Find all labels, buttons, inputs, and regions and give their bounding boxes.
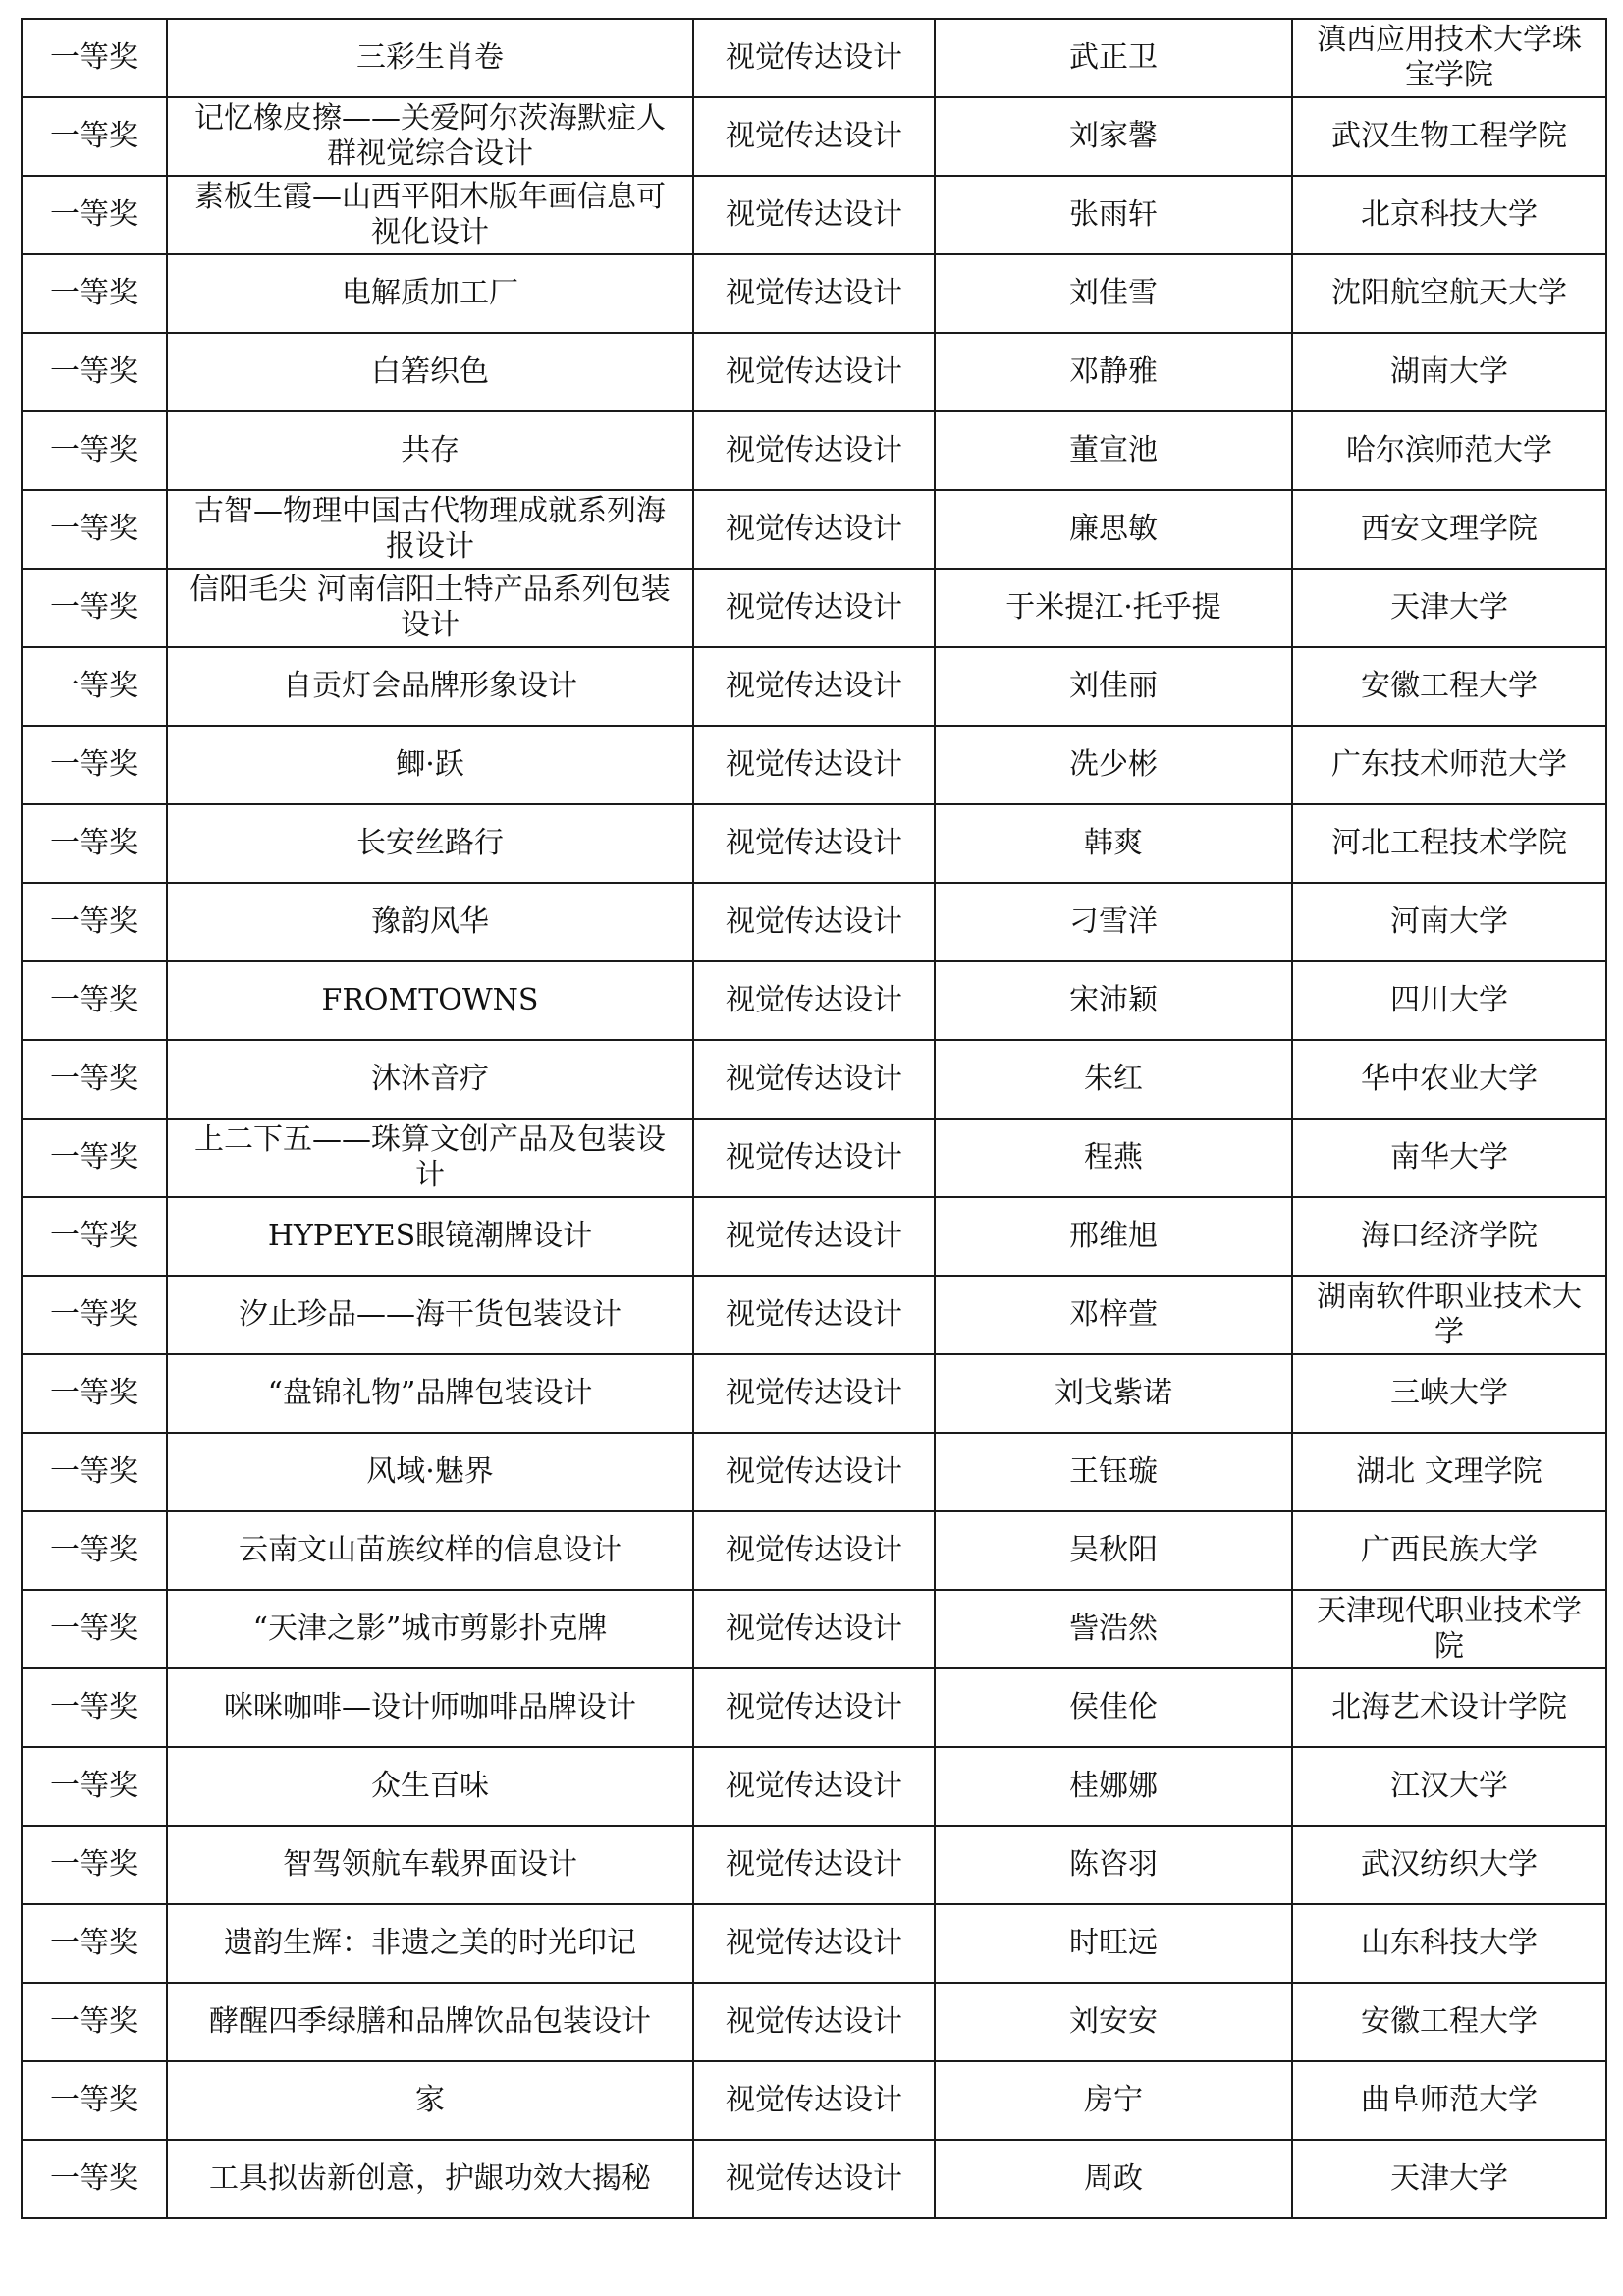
prize-cell: 一等奖 xyxy=(22,19,167,97)
table-row xyxy=(22,883,1606,961)
category-cell: 视觉传达设计 xyxy=(693,1119,935,1197)
school-cell: 哈尔滨师范大学 xyxy=(1292,411,1606,490)
author-cell: 韩爽 xyxy=(935,804,1292,883)
work-title-cell: 工具拟齿新创意，护龈功效大揭秘 xyxy=(167,2140,693,2218)
table-row xyxy=(22,569,1606,647)
table-row xyxy=(22,804,1606,883)
table-row xyxy=(22,1040,1606,1119)
category-cell: 视觉传达设计 xyxy=(693,490,935,569)
prize-cell: 一等奖 xyxy=(22,647,167,726)
school-cell: 广东技术师范大学 xyxy=(1292,726,1606,804)
work-title-cell: 素板生霞—山西平阳木版年画信息可视化设计 xyxy=(167,176,693,254)
author-cell: 房宁 xyxy=(935,2061,1292,2140)
school-cell: 广西民族大学 xyxy=(1292,1511,1606,1590)
work-title-cell: 上二下五——珠算文创产品及包装设计 xyxy=(167,1119,693,1197)
work-title-cell: 古智—物理中国古代物理成就系列海报设计 xyxy=(167,490,693,569)
work-title-cell: 风域·魅界 xyxy=(167,1433,693,1511)
category-cell: 视觉传达设计 xyxy=(693,333,935,411)
school-cell: 北海艺术设计学院 xyxy=(1292,1668,1606,1747)
author-cell: 刘家馨 xyxy=(935,97,1292,176)
work-title-cell: 信阳毛尖 河南信阳土特产品系列包装设计 xyxy=(167,569,693,647)
school-cell: 武汉生物工程学院 xyxy=(1292,97,1606,176)
table-row xyxy=(22,961,1606,1040)
work-title-cell: 遗韵生辉：非遗之美的时光印记 xyxy=(167,1904,693,1983)
work-title-cell: 白箬织色 xyxy=(167,333,693,411)
work-title-cell: 家 xyxy=(167,2061,693,2140)
author-cell: 吴秋阳 xyxy=(935,1511,1292,1590)
school-cell: 天津大学 xyxy=(1292,569,1606,647)
author-cell: 刘佳雪 xyxy=(935,254,1292,333)
prize-cell: 一等奖 xyxy=(22,1433,167,1511)
school-cell: 天津现代职业技术学院 xyxy=(1292,1590,1606,1668)
prize-cell: 一等奖 xyxy=(22,1983,167,2061)
prize-cell: 一等奖 xyxy=(22,1276,167,1354)
school-cell: 河南大学 xyxy=(1292,883,1606,961)
prize-cell: 一等奖 xyxy=(22,1354,167,1433)
school-cell: 江汉大学 xyxy=(1292,1747,1606,1826)
prize-cell: 一等奖 xyxy=(22,1119,167,1197)
school-cell: 北京科技大学 xyxy=(1292,176,1606,254)
table-row xyxy=(22,647,1606,726)
category-cell: 视觉传达设计 xyxy=(693,176,935,254)
prize-cell: 一等奖 xyxy=(22,411,167,490)
table-row xyxy=(22,2140,1606,2218)
table-row xyxy=(22,1747,1606,1826)
author-cell: 朱红 xyxy=(935,1040,1292,1119)
table-row xyxy=(22,333,1606,411)
author-cell: 刘佳丽 xyxy=(935,647,1292,726)
school-cell: 安徽工程大学 xyxy=(1292,647,1606,726)
prize-cell: 一等奖 xyxy=(22,254,167,333)
category-cell: 视觉传达设计 xyxy=(693,569,935,647)
table-row xyxy=(22,1433,1606,1511)
table-row xyxy=(22,1197,1606,1276)
table-row xyxy=(22,254,1606,333)
category-cell: 视觉传达设计 xyxy=(693,1040,935,1119)
prize-cell: 一等奖 xyxy=(22,176,167,254)
category-cell: 视觉传达设计 xyxy=(693,97,935,176)
award-list-body xyxy=(22,19,1606,2218)
work-title-cell: 记忆橡皮擦——关爱阿尔茨海默症人群视觉综合设计 xyxy=(167,97,693,176)
school-cell: 湖南大学 xyxy=(1292,333,1606,411)
work-title-cell: “天津之影”城市剪影扑克牌 xyxy=(167,1590,693,1668)
category-cell: 视觉传达设计 xyxy=(693,1276,935,1354)
category-cell: 视觉传达设计 xyxy=(693,726,935,804)
author-cell: 邓梓萱 xyxy=(935,1276,1292,1354)
prize-cell: 一等奖 xyxy=(22,1197,167,1276)
category-cell: 视觉传达设计 xyxy=(693,19,935,97)
table-row xyxy=(22,97,1606,176)
category-cell: 视觉传达设计 xyxy=(693,1590,935,1668)
school-cell: 沈阳航空航天大学 xyxy=(1292,254,1606,333)
work-title-cell: 咪咪咖啡—设计师咖啡品牌设计 xyxy=(167,1668,693,1747)
table-row xyxy=(22,1983,1606,2061)
work-title-cell: FROMTOWNS xyxy=(167,961,693,1040)
prize-cell: 一等奖 xyxy=(22,804,167,883)
author-cell: 宋沛颖 xyxy=(935,961,1292,1040)
school-cell: 曲阜师范大学 xyxy=(1292,2061,1606,2140)
table-row xyxy=(22,1590,1606,1668)
table-row xyxy=(22,1276,1606,1354)
category-cell: 视觉传达设计 xyxy=(693,1197,935,1276)
table-row xyxy=(22,19,1606,97)
author-cell: 刘安安 xyxy=(935,1983,1292,2061)
prize-cell: 一等奖 xyxy=(22,1511,167,1590)
category-cell: 视觉传达设计 xyxy=(693,1511,935,1590)
table-row xyxy=(22,1354,1606,1433)
school-cell: 安徽工程大学 xyxy=(1292,1983,1606,2061)
prize-cell: 一等奖 xyxy=(22,333,167,411)
author-cell: 訾浩然 xyxy=(935,1590,1292,1668)
work-title-cell: 豫韵风华 xyxy=(167,883,693,961)
category-cell: 视觉传达设计 xyxy=(693,1433,935,1511)
category-cell: 视觉传达设计 xyxy=(693,2140,935,2218)
author-cell: 刘戈紫诺 xyxy=(935,1354,1292,1433)
school-cell: 海口经济学院 xyxy=(1292,1197,1606,1276)
table-row xyxy=(22,1826,1606,1904)
school-cell: 华中农业大学 xyxy=(1292,1040,1606,1119)
prize-cell: 一等奖 xyxy=(22,2140,167,2218)
school-cell: 湖北 文理学院 xyxy=(1292,1433,1606,1511)
author-cell: 冼少彬 xyxy=(935,726,1292,804)
author-cell: 于米提江·托乎提 xyxy=(935,569,1292,647)
prize-cell: 一等奖 xyxy=(22,883,167,961)
author-cell: 武正卫 xyxy=(935,19,1292,97)
category-cell: 视觉传达设计 xyxy=(693,961,935,1040)
work-title-cell: 三彩生肖卷 xyxy=(167,19,693,97)
prize-cell: 一等奖 xyxy=(22,490,167,569)
work-title-cell: 汐止珍品——海干货包装设计 xyxy=(167,1276,693,1354)
work-title-cell: 长安丝路行 xyxy=(167,804,693,883)
category-cell: 视觉传达设计 xyxy=(693,2061,935,2140)
work-title-cell: 沐沐音疗 xyxy=(167,1040,693,1119)
prize-cell: 一等奖 xyxy=(22,1040,167,1119)
work-title-cell: 鲫·跃 xyxy=(167,726,693,804)
work-title-cell: 酵醒四季绿膳和品牌饮品包装设计 xyxy=(167,1983,693,2061)
work-title-cell: “盘锦礼物”品牌包装设计 xyxy=(167,1354,693,1433)
table-row xyxy=(22,176,1606,254)
author-cell: 桂娜娜 xyxy=(935,1747,1292,1826)
prize-cell: 一等奖 xyxy=(22,1747,167,1826)
work-title-cell: 云南文山苗族纹样的信息设计 xyxy=(167,1511,693,1590)
school-cell: 河北工程技术学院 xyxy=(1292,804,1606,883)
work-title-cell: 智驾领航车载界面设计 xyxy=(167,1826,693,1904)
work-title-cell: 共存 xyxy=(167,411,693,490)
author-cell: 董宣池 xyxy=(935,411,1292,490)
table-row xyxy=(22,411,1606,490)
author-cell: 张雨轩 xyxy=(935,176,1292,254)
prize-cell: 一等奖 xyxy=(22,726,167,804)
table-row xyxy=(22,1511,1606,1590)
work-title-cell: HYPEYES眼镜潮牌设计 xyxy=(167,1197,693,1276)
table-row xyxy=(22,1668,1606,1747)
category-cell: 视觉传达设计 xyxy=(693,411,935,490)
author-cell: 廉思敏 xyxy=(935,490,1292,569)
category-cell: 视觉传达设计 xyxy=(693,1668,935,1747)
school-cell: 湖南软件职业技术大学 xyxy=(1292,1276,1606,1354)
category-cell: 视觉传达设计 xyxy=(693,254,935,333)
school-cell: 山东科技大学 xyxy=(1292,1904,1606,1983)
author-cell: 邢维旭 xyxy=(935,1197,1292,1276)
school-cell: 南华大学 xyxy=(1292,1119,1606,1197)
prize-cell: 一等奖 xyxy=(22,961,167,1040)
author-cell: 程燕 xyxy=(935,1119,1292,1197)
prize-cell: 一等奖 xyxy=(22,2061,167,2140)
prize-cell: 一等奖 xyxy=(22,1904,167,1983)
school-cell: 西安文理学院 xyxy=(1292,490,1606,569)
author-cell: 时旺远 xyxy=(935,1904,1292,1983)
table-row xyxy=(22,726,1606,804)
category-cell: 视觉传达设计 xyxy=(693,1354,935,1433)
work-title-cell: 电解质加工厂 xyxy=(167,254,693,333)
prize-cell: 一等奖 xyxy=(22,97,167,176)
prize-cell: 一等奖 xyxy=(22,1668,167,1747)
school-cell: 滇西应用技术大学珠宝学院 xyxy=(1292,19,1606,97)
category-cell: 视觉传达设计 xyxy=(693,804,935,883)
prize-cell: 一等奖 xyxy=(22,569,167,647)
school-cell: 武汉纺织大学 xyxy=(1292,1826,1606,1904)
work-title-cell: 自贡灯会品牌形象设计 xyxy=(167,647,693,726)
table-row xyxy=(22,1119,1606,1197)
author-cell: 周政 xyxy=(935,2140,1292,2218)
school-cell: 四川大学 xyxy=(1292,961,1606,1040)
author-cell: 邓静雅 xyxy=(935,333,1292,411)
author-cell: 侯佳伦 xyxy=(935,1668,1292,1747)
category-cell: 视觉传达设计 xyxy=(693,883,935,961)
category-cell: 视觉传达设计 xyxy=(693,1983,935,2061)
award-list-table xyxy=(21,18,1607,2219)
category-cell: 视觉传达设计 xyxy=(693,647,935,726)
prize-cell: 一等奖 xyxy=(22,1826,167,1904)
author-cell: 陈咨羽 xyxy=(935,1826,1292,1904)
school-cell: 三峡大学 xyxy=(1292,1354,1606,1433)
category-cell: 视觉传达设计 xyxy=(693,1747,935,1826)
table-row xyxy=(22,2061,1606,2140)
category-cell: 视觉传达设计 xyxy=(693,1826,935,1904)
table-row xyxy=(22,1904,1606,1983)
author-cell: 刁雪洋 xyxy=(935,883,1292,961)
category-cell: 视觉传达设计 xyxy=(693,1904,935,1983)
table-row xyxy=(22,490,1606,569)
author-cell: 王钰璇 xyxy=(935,1433,1292,1511)
prize-cell: 一等奖 xyxy=(22,1590,167,1668)
school-cell: 天津大学 xyxy=(1292,2140,1606,2218)
work-title-cell: 众生百味 xyxy=(167,1747,693,1826)
